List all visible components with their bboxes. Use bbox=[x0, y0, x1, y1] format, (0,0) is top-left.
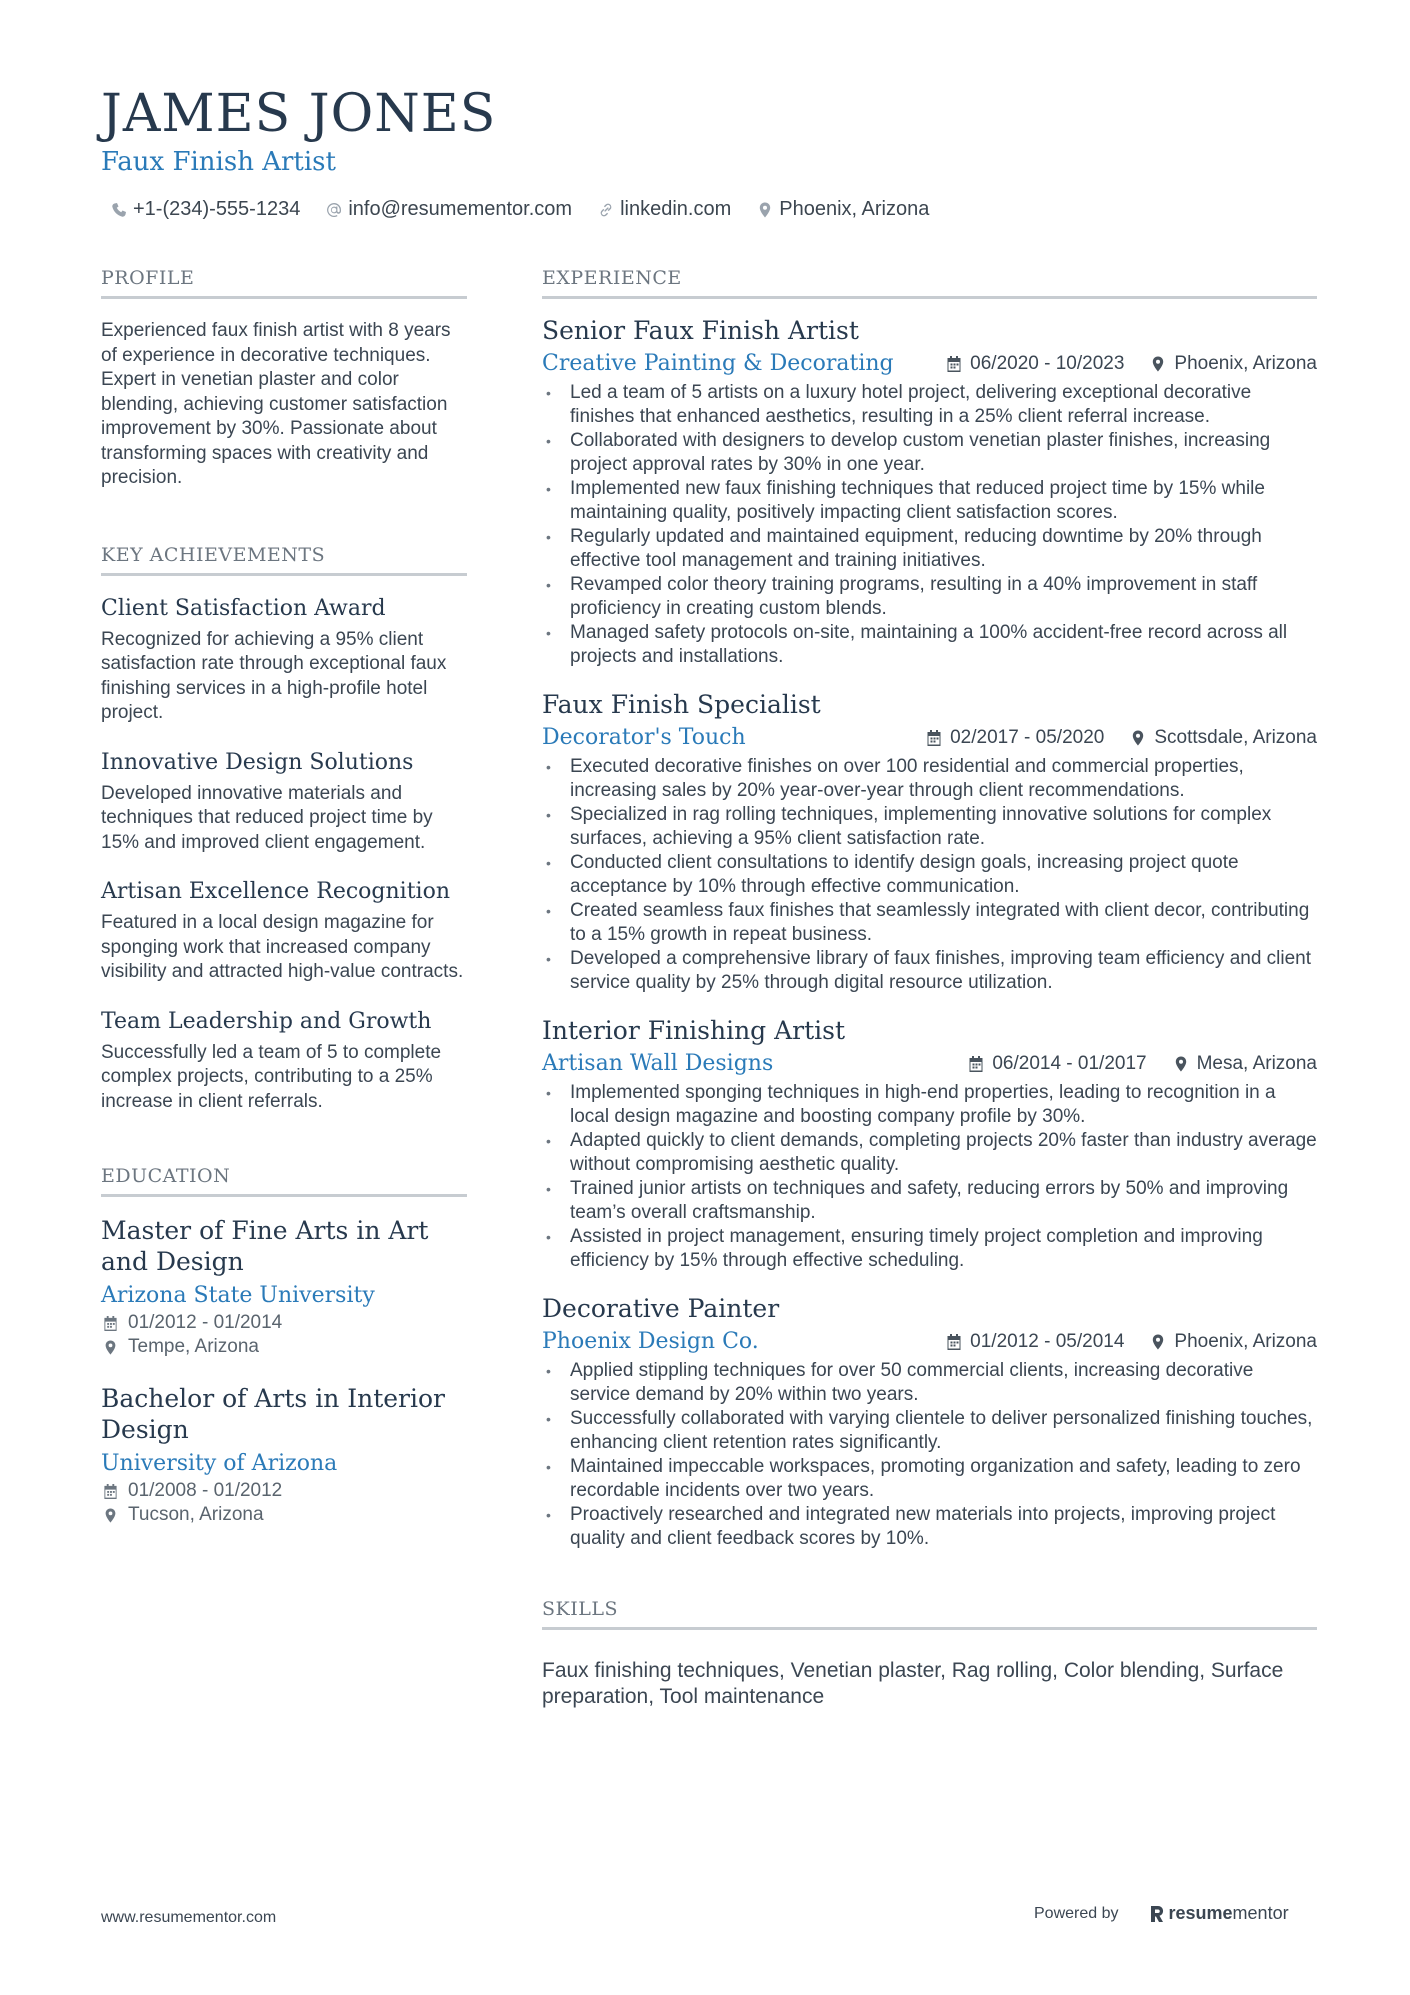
education-dates bbox=[101, 1311, 467, 1335]
achievements-heading: KEY ACHIEVEMENTS bbox=[101, 543, 467, 576]
education-section bbox=[101, 1164, 467, 1527]
education-location bbox=[101, 1335, 467, 1359]
calendar-icon bbox=[103, 1316, 118, 1331]
brand-name-light: mentor bbox=[1232, 1903, 1289, 1923]
list-item: • Implemented new faux finishing techniques that reduced project time by 15% while maintaining quality, positively impacting client satisfaction scores. bbox=[542, 477, 1317, 525]
list-item: • Specialized in rag rolling techniques, implementing innovative solutions for complex surfaces, achieving a 95% client satisfaction rate. bbox=[542, 803, 1317, 851]
achievements-section bbox=[101, 543, 467, 1115]
phone-text: +1-(234)-555-1234 bbox=[133, 198, 301, 220]
job-location-text: Scottsdale, Arizona bbox=[1154, 727, 1317, 748]
job-location bbox=[1173, 1053, 1317, 1075]
job-info-row bbox=[542, 349, 1317, 379]
location-pin-icon bbox=[1130, 730, 1146, 746]
contact-bar bbox=[111, 198, 1321, 221]
calendar-icon bbox=[926, 730, 942, 746]
job-bullets bbox=[542, 1359, 1317, 1551]
location-pin-icon bbox=[1173, 1056, 1189, 1072]
list-item: • Applied stippling techniques for over 50 commercial clients, increasing decorative service demand by 20% within two years. bbox=[542, 1359, 1317, 1407]
resume-header bbox=[101, 84, 1321, 221]
company-name: Decorator's Touch bbox=[542, 725, 746, 750]
link-icon bbox=[598, 202, 614, 218]
job-dates: 06/2020 - 10/2023 bbox=[970, 353, 1125, 374]
profile-text: Experienced faux finish artist with 8 years of experience in decorative techniques. Expert in venetian plaster and color blending, achieving customer satisfaction improvement by 30%. Passionate about transforming spaces with creativity and precision. bbox=[101, 320, 451, 488]
job-dates: 06/2014 - 01/2017 bbox=[992, 1053, 1147, 1074]
job-meta bbox=[946, 1331, 1317, 1353]
job-dates: 02/2017 - 05/2020 bbox=[950, 727, 1105, 748]
list-item: • Maintained impeccable workspaces, promoting organization and safety, leading to zero recordable incidents over two years. bbox=[542, 1455, 1317, 1503]
experience-section bbox=[542, 266, 1317, 1551]
job-location-text: Phoenix, Arizona bbox=[1174, 1331, 1317, 1352]
location-pin-icon bbox=[1150, 356, 1166, 372]
job-bullets bbox=[542, 755, 1317, 995]
job-info-row bbox=[542, 1327, 1317, 1357]
job-entry bbox=[542, 315, 1317, 669]
job-entry bbox=[542, 1293, 1317, 1551]
job-location-text: Phoenix, Arizona bbox=[1174, 353, 1317, 374]
contact-linkedin[interactable] bbox=[598, 198, 731, 221]
achievement-title: Team Leadership and Growth bbox=[101, 1008, 432, 1034]
education-dates-text: 01/2012 - 01/2014 bbox=[128, 1312, 283, 1333]
calendar-icon bbox=[946, 356, 962, 372]
list-item: • Conducted client consultations to identify design goals, increasing project quote acceptance by 10% through effective communication. bbox=[542, 851, 1317, 899]
job-meta bbox=[946, 353, 1317, 375]
list-item: • Proactively researched and integrated new materials into projects, improving project quality and client feedback scores by 10%. bbox=[542, 1503, 1317, 1551]
list-item: • Led a team of 5 artists on a luxury hotel project, delivering exceptional decorative finishes that enhanced aesthetics, resulting in a 25% client referral increase. bbox=[542, 381, 1317, 429]
left-column bbox=[101, 266, 467, 1527]
list-item: • Regularly updated and maintained equipment, reducing downtime by 20% through effective tool management and training initiatives. bbox=[542, 525, 1317, 573]
achievement-description: Featured in a local design magazine for sponging work that increased company visibility and attracted high-value contracts. bbox=[101, 912, 464, 982]
calendar-icon bbox=[103, 1484, 118, 1499]
education-heading: EDUCATION bbox=[101, 1164, 467, 1197]
footer-website-link[interactable]: www.resumementor.com bbox=[101, 1909, 277, 1926]
list-item: • Created seamless faux finishes that seamlessly integrated with client decor, contributing to a 15% growth in repeat business. bbox=[542, 899, 1317, 947]
calendar-icon bbox=[946, 1334, 962, 1350]
education-dates-text: 01/2008 - 01/2012 bbox=[128, 1480, 283, 1501]
achievement-title: Artisan Excellence Recognition bbox=[101, 879, 450, 904]
job-title: Interior Finishing Artist bbox=[542, 1016, 846, 1045]
list-item: • Executed decorative finishes on over 100 residential and commercial properties, increasing sales by 20% year-over-year through client recommendations. bbox=[542, 755, 1317, 803]
contact-email[interactable] bbox=[326, 198, 572, 221]
contact-location bbox=[757, 198, 929, 221]
calendar-icon bbox=[968, 1056, 984, 1072]
location-pin-icon bbox=[103, 1508, 118, 1523]
location-pin-icon bbox=[757, 202, 773, 218]
school-name: Arizona State University bbox=[101, 1283, 375, 1308]
job-dates: 01/2012 - 05/2014 bbox=[970, 1331, 1125, 1352]
job-entry bbox=[542, 689, 1317, 995]
brand-name-bold: resume bbox=[1168, 1903, 1233, 1923]
footer-powered-by bbox=[1034, 1903, 1289, 1924]
job-meta bbox=[968, 1053, 1317, 1075]
achievement-description: Recognized for achieving a 95% client satisfaction rate through exceptional faux finishing services in a high-profile hotel project. bbox=[101, 628, 447, 723]
job-location bbox=[1130, 727, 1317, 749]
brand-logo[interactable] bbox=[1149, 1903, 1289, 1924]
contact-phone bbox=[111, 198, 300, 221]
company-name: Artisan Wall Designs bbox=[542, 1051, 774, 1076]
profile-section bbox=[101, 266, 467, 491]
experience-heading: EXPERIENCE bbox=[542, 266, 1317, 299]
list-item: • Developed a comprehensive library of faux finishes, improving team efficiency and client service quality by 25% through digital resource utilization. bbox=[542, 947, 1317, 995]
location-pin-icon bbox=[103, 1340, 118, 1355]
linkedin-link[interactable]: linkedin.com bbox=[620, 198, 732, 220]
list-item: • Assisted in project management, ensuring timely project completion and improving efficiency by 15% through effective scheduling. bbox=[542, 1225, 1317, 1273]
list-item: • Implemented sponging techniques in high-end properties, leading to recognition in a local design magazine and boosting company profile by 30%. bbox=[542, 1081, 1317, 1129]
achievement-title: Client Satisfaction Award bbox=[101, 595, 386, 621]
job-title: Senior Faux Finish Artist bbox=[542, 316, 859, 345]
job-title: Decorative Painter bbox=[542, 1294, 780, 1323]
achievement-item bbox=[101, 1007, 467, 1115]
phone-icon bbox=[111, 202, 127, 218]
education-item bbox=[101, 1383, 467, 1527]
job-location bbox=[1150, 353, 1317, 375]
achievement-description: Successfully led a team of 5 to complete complex projects, contributing to a 25% increase in client referrals. bbox=[101, 1041, 442, 1112]
resumementor-logo-icon bbox=[1149, 1904, 1165, 1924]
profile-heading: PROFILE bbox=[101, 266, 467, 299]
list-item: • Adapted quickly to client demands, completing projects 20% faster than industry average without compromising aesthetic quality. bbox=[542, 1129, 1317, 1177]
candidate-title: Faux Finish Artist bbox=[101, 147, 336, 177]
achievement-description: Developed innovative materials and techniques that reduced project time by 15% and improved client engagement. bbox=[101, 782, 433, 853]
skills-text: Faux finishing techniques, Venetian plaster, Rag rolling, Color blending, Surface preparation, Tool maintenance bbox=[542, 1659, 1284, 1708]
job-location bbox=[1150, 1331, 1317, 1353]
list-item: • Collaborated with designers to develop custom venetian plaster finishes, increasing project approval rates by 30% in one year. bbox=[542, 429, 1317, 477]
job-location-text: Mesa, Arizona bbox=[1196, 1053, 1317, 1074]
list-item: • Managed safety protocols on-site, maintaining a 100% accident-free record across all projects and installations. bbox=[542, 621, 1317, 669]
at-icon bbox=[326, 202, 342, 218]
skills-heading: SKILLS bbox=[542, 1597, 1317, 1630]
achievement-item bbox=[101, 748, 467, 856]
achievement-title: Innovative Design Solutions bbox=[101, 749, 414, 775]
list-item: • Trained junior artists on techniques and safety, reducing errors by 50% and improving team’s overall craftsmanship. bbox=[542, 1177, 1317, 1225]
education-dates bbox=[101, 1479, 467, 1503]
job-bullets bbox=[542, 381, 1317, 669]
list-item: • Revamped color theory training programs, resulting in a 40% improvement in staff proficiency in creating custom blends. bbox=[542, 573, 1317, 621]
location-text: Phoenix, Arizona bbox=[779, 198, 930, 220]
education-location-text: Tempe, Arizona bbox=[128, 1336, 259, 1357]
skills-section bbox=[542, 1597, 1317, 1710]
job-meta bbox=[926, 727, 1317, 749]
school-name: University of Arizona bbox=[101, 1451, 338, 1476]
education-item bbox=[101, 1215, 467, 1359]
job-info-row bbox=[542, 723, 1317, 753]
job-bullets bbox=[542, 1081, 1317, 1273]
company-name: Creative Painting & Decorating bbox=[542, 351, 894, 376]
degree-title: Bachelor of Arts in Interior Design bbox=[101, 1384, 446, 1444]
achievement-item bbox=[101, 877, 467, 985]
email-link[interactable]: info@resumementor.com bbox=[348, 198, 573, 220]
job-title: Faux Finish Specialist bbox=[542, 690, 821, 719]
job-entry bbox=[542, 1015, 1317, 1273]
education-location-text: Tucson, Arizona bbox=[128, 1504, 264, 1525]
candidate-name: JAMES JONES bbox=[101, 84, 497, 144]
powered-by-label: Powered by bbox=[1034, 1904, 1119, 1922]
education-location bbox=[101, 1503, 467, 1527]
location-pin-icon bbox=[1150, 1334, 1166, 1350]
achievement-item bbox=[101, 594, 467, 726]
company-name: Phoenix Design Co. bbox=[542, 1329, 759, 1354]
right-column bbox=[542, 266, 1317, 1710]
list-item: • Successfully collaborated with varying clientele to deliver personalized finishing touches, enhancing client retention rates significantly. bbox=[542, 1407, 1317, 1455]
degree-title: Master of Fine Arts in Art and Design bbox=[101, 1216, 429, 1276]
job-info-row bbox=[542, 1049, 1317, 1079]
